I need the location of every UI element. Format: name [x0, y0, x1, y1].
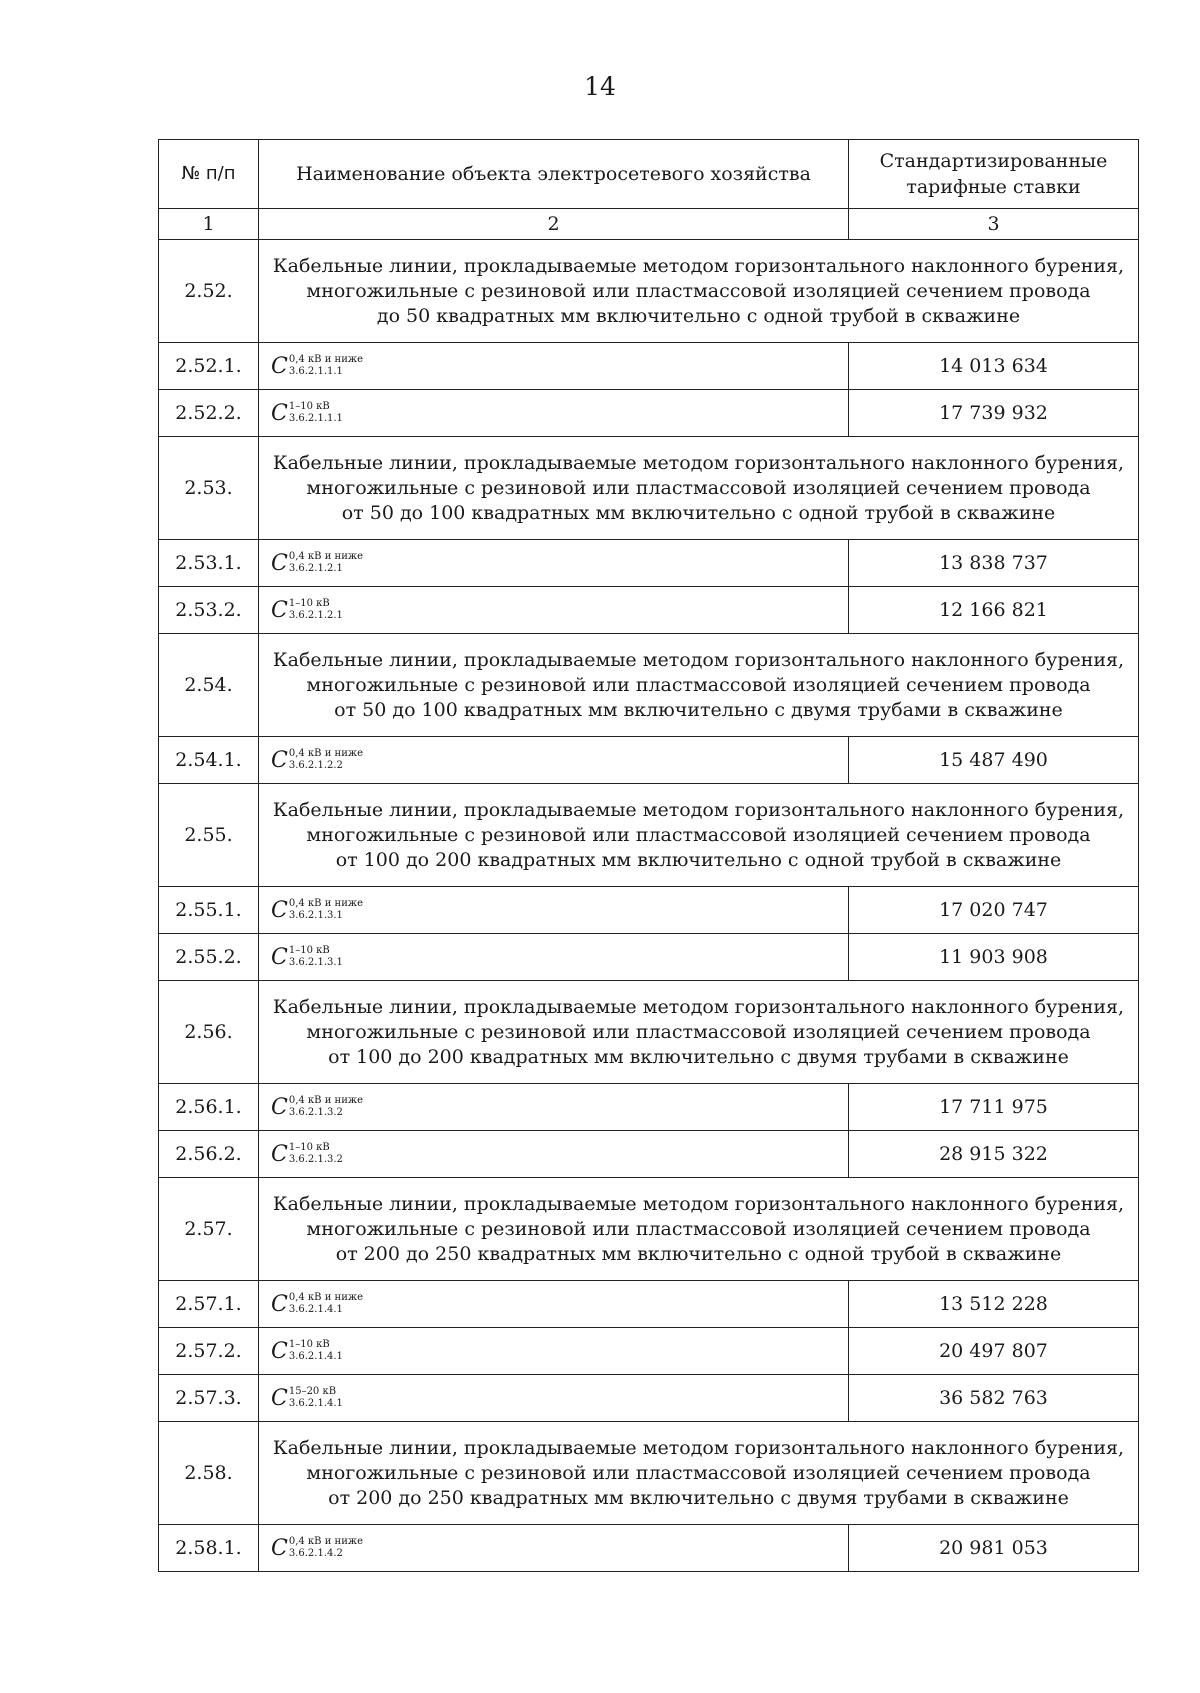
- formula-symbol: C: [271, 550, 288, 576]
- item-number: 2.57.3.: [159, 1375, 259, 1422]
- rate-formula: [259, 748, 363, 773]
- tariff-value: 20 981 053: [849, 1525, 1139, 1572]
- formula-indices: [289, 749, 363, 771]
- formula-symbol: C: [271, 400, 288, 426]
- tariff-value: 13 838 737: [849, 540, 1139, 587]
- tariff-row: [159, 1375, 1139, 1422]
- formula-voltage-class: 1–10 кВ: [288, 1142, 330, 1153]
- formula-symbol: C: [271, 1141, 288, 1167]
- tariff-value: 17 739 932: [849, 390, 1139, 437]
- section-description-line: Кабельные линии, прокладываемые методом горизонтального наклонного бурения,: [272, 254, 1125, 277]
- rate-formula-cell: [259, 540, 849, 587]
- formula-symbol: C: [271, 1338, 288, 1364]
- header-col-rates: Стандартизированные тарифные ставки: [849, 140, 1139, 209]
- section-description-line: Кабельные линии, прокладываемые методом горизонтального наклонного бурения,: [272, 451, 1125, 474]
- formula-code: 3.6.2.1.1.1: [288, 413, 343, 424]
- item-number: 2.55.2.: [159, 934, 259, 981]
- formula-code: 3.6.2.1.2.2: [288, 760, 343, 771]
- tariff-value: 17 711 975: [849, 1084, 1139, 1131]
- formula-code: 3.6.2.1.4.1: [288, 1304, 343, 1315]
- section-row: [159, 981, 1139, 1084]
- rate-formula-cell: [259, 737, 849, 784]
- section-description-line: многожильные с резиновой или пластмассовой изоляцией сечением провода: [306, 1020, 1091, 1043]
- rate-formula: [259, 945, 343, 970]
- tariff-value: 13 512 228: [849, 1281, 1139, 1328]
- tariff-row: [159, 887, 1139, 934]
- tariff-row: [159, 1525, 1139, 1572]
- rate-formula-cell: [259, 1281, 849, 1328]
- item-number: 2.57.2.: [159, 1328, 259, 1375]
- rate-formula-cell: [259, 887, 849, 934]
- section-description-line: от 50 до 100 квадратных мм включительно с двумя трубами в скважине: [334, 698, 1063, 721]
- page-number: 14: [584, 72, 616, 101]
- formula-indices: [289, 402, 343, 424]
- rate-formula-cell: [259, 934, 849, 981]
- formula-symbol: C: [271, 1094, 288, 1120]
- formula-indices: [289, 599, 343, 621]
- section-description-line: многожильные с резиновой или пластмассовой изоляцией сечением провода: [306, 673, 1091, 696]
- tariff-value: 36 582 763: [849, 1375, 1139, 1422]
- rate-formula-cell: [259, 1525, 849, 1572]
- formula-voltage-class: 0,4 кВ и ниже: [288, 1536, 363, 1547]
- rate-formula: [259, 1095, 363, 1120]
- header-row: [159, 140, 1139, 209]
- item-number: 2.55.1.: [159, 887, 259, 934]
- formula-indices: [289, 1293, 363, 1315]
- section-description: [259, 1422, 1139, 1525]
- formula-code: 3.6.2.1.4.1: [288, 1351, 343, 1362]
- header-col-name: Наименование объекта электросетевого хозяйства: [259, 140, 849, 209]
- section-description-line: от 100 до 200 квадратных мм включительно с двумя трубами в скважине: [328, 1045, 1069, 1068]
- section-description-line: многожильные с резиновой или пластмассовой изоляцией сечением провода: [306, 476, 1091, 499]
- formula-voltage-class: 15–20 кВ: [288, 1386, 337, 1397]
- formula-code: 3.6.2.1.1.1: [288, 366, 343, 377]
- formula-code: 3.6.2.1.2.1: [288, 610, 343, 621]
- rate-formula-cell: [259, 1084, 849, 1131]
- rate-formula-cell: [259, 1328, 849, 1375]
- rate-formula-cell: [259, 343, 849, 390]
- formula-symbol: C: [271, 1535, 288, 1561]
- item-number: 2.54.1.: [159, 737, 259, 784]
- rate-formula: [259, 898, 363, 923]
- section-description: [259, 981, 1139, 1084]
- rate-formula: [259, 598, 343, 623]
- rate-formula: [259, 1142, 343, 1167]
- formula-code: 3.6.2.1.4.2: [288, 1548, 343, 1559]
- formula-code: 3.6.2.1.4.1: [288, 1398, 343, 1409]
- header-col-number: № п/п: [159, 140, 259, 209]
- section-row: [159, 1178, 1139, 1281]
- rate-formula: [259, 1292, 363, 1317]
- formula-symbol: C: [271, 597, 288, 623]
- formula-voltage-class: 0,4 кВ и ниже: [288, 1292, 363, 1303]
- section-description: [259, 437, 1139, 540]
- formula-voltage-class: 0,4 кВ и ниже: [288, 354, 363, 365]
- tariff-value: 20 497 807: [849, 1328, 1139, 1375]
- tariff-value: 28 915 322: [849, 1131, 1139, 1178]
- section-description: [259, 240, 1139, 343]
- formula-indices: [289, 1387, 343, 1409]
- formula-symbol: C: [271, 1385, 288, 1411]
- section-number: 2.53.: [159, 437, 259, 540]
- tariff-row: [159, 343, 1139, 390]
- section-row: [159, 634, 1139, 737]
- formula-symbol: C: [271, 353, 288, 379]
- formula-indices: [289, 899, 363, 921]
- tariff-value: 15 487 490: [849, 737, 1139, 784]
- tariff-value: 17 020 747: [849, 887, 1139, 934]
- section-number: 2.58.: [159, 1422, 259, 1525]
- formula-code: 3.6.2.1.3.2: [288, 1107, 343, 1118]
- tariff-value: 11 903 908: [849, 934, 1139, 981]
- section-number: 2.55.: [159, 784, 259, 887]
- rate-formula-cell: [259, 1375, 849, 1422]
- formula-symbol: C: [271, 944, 288, 970]
- formula-indices: [289, 1340, 343, 1362]
- section-row: [159, 437, 1139, 540]
- formula-voltage-class: 0,4 кВ и ниже: [288, 898, 363, 909]
- section-description-line: от 100 до 200 квадратных мм включительно с одной трубой в скважине: [335, 848, 1062, 871]
- formula-indices: [289, 1537, 363, 1559]
- rate-formula: [259, 1386, 343, 1411]
- section-description-line: многожильные с резиновой или пластмассовой изоляцией сечением провода: [306, 1461, 1091, 1484]
- section-description-line: Кабельные линии, прокладываемые методом горизонтального наклонного бурения,: [272, 648, 1125, 671]
- item-number: 2.56.1.: [159, 1084, 259, 1131]
- rate-formula: [259, 1339, 343, 1364]
- section-description-line: многожильные с резиновой или пластмассовой изоляцией сечением провода: [306, 823, 1091, 846]
- tariff-value: 14 013 634: [849, 343, 1139, 390]
- column-index: 2: [259, 209, 849, 240]
- section-description: [259, 634, 1139, 737]
- tariff-value: 12 166 821: [849, 587, 1139, 634]
- rate-formula: [259, 354, 363, 379]
- section-row: [159, 1422, 1139, 1525]
- column-index: 1: [159, 209, 259, 240]
- tariff-row: [159, 540, 1139, 587]
- column-index: 3: [849, 209, 1139, 240]
- section-number: 2.52.: [159, 240, 259, 343]
- formula-voltage-class: 0,4 кВ и ниже: [288, 551, 363, 562]
- formula-indices: [289, 946, 343, 968]
- formula-voltage-class: 0,4 кВ и ниже: [288, 748, 363, 759]
- section-number: 2.56.: [159, 981, 259, 1084]
- item-number: 2.57.1.: [159, 1281, 259, 1328]
- section-description-line: многожильные с резиновой или пластмассовой изоляцией сечением провода: [306, 1217, 1091, 1240]
- section-description-line: Кабельные линии, прокладываемые методом горизонтального наклонного бурения,: [272, 995, 1125, 1018]
- tariff-row: [159, 1131, 1139, 1178]
- formula-indices: [289, 552, 363, 574]
- section-description-line: от 50 до 100 квадратных мм включительно с одной трубой в скважине: [341, 501, 1056, 524]
- formula-indices: [289, 1096, 363, 1118]
- item-number: 2.52.2.: [159, 390, 259, 437]
- rate-formula-cell: [259, 1131, 849, 1178]
- formula-voltage-class: 0,4 кВ и ниже: [288, 1095, 363, 1106]
- formula-symbol: C: [271, 1291, 288, 1317]
- tariff-row: [159, 934, 1139, 981]
- formula-voltage-class: 1–10 кВ: [288, 401, 330, 412]
- formula-symbol: C: [271, 897, 288, 923]
- rate-formula: [259, 1536, 363, 1561]
- rate-formula-cell: [259, 587, 849, 634]
- item-number: 2.56.2.: [159, 1131, 259, 1178]
- tariff-row: [159, 737, 1139, 784]
- section-description: [259, 1178, 1139, 1281]
- formula-indices: [289, 355, 363, 377]
- section-description: [259, 784, 1139, 887]
- tariff-row: [159, 1084, 1139, 1131]
- rate-formula: [259, 401, 343, 426]
- formula-voltage-class: 1–10 кВ: [288, 598, 330, 609]
- tariff-row: [159, 390, 1139, 437]
- rate-formula: [259, 551, 363, 576]
- formula-code: 3.6.2.1.3.2: [288, 1154, 343, 1165]
- column-index-row: [159, 209, 1139, 240]
- formula-code: 3.6.2.1.3.1: [288, 910, 343, 921]
- section-row: [159, 240, 1139, 343]
- item-number: 2.53.1.: [159, 540, 259, 587]
- tariff-row: [159, 1328, 1139, 1375]
- section-number: 2.54.: [159, 634, 259, 737]
- section-description-line: многожильные с резиновой или пластмассовой изоляцией сечением провода: [306, 279, 1091, 302]
- section-row: [159, 784, 1139, 887]
- tariff-row: [159, 1281, 1139, 1328]
- rate-formula-cell: [259, 390, 849, 437]
- item-number: 2.52.1.: [159, 343, 259, 390]
- formula-voltage-class: 1–10 кВ: [288, 1339, 330, 1350]
- tariff-row: [159, 587, 1139, 634]
- section-number: 2.57.: [159, 1178, 259, 1281]
- item-number: 2.53.2.: [159, 587, 259, 634]
- formula-code: 3.6.2.1.2.1: [288, 563, 343, 574]
- formula-symbol: C: [271, 747, 288, 773]
- section-description-line: Кабельные линии, прокладываемые методом горизонтального наклонного бурения,: [272, 1436, 1125, 1459]
- section-description-line: Кабельные линии, прокладываемые методом горизонтального наклонного бурения,: [272, 798, 1125, 821]
- section-description-line: до 50 квадратных мм включительно с одной трубой в скважине: [376, 304, 1021, 327]
- formula-voltage-class: 1–10 кВ: [288, 945, 330, 956]
- formula-code: 3.6.2.1.3.1: [288, 957, 343, 968]
- formula-indices: [289, 1143, 343, 1165]
- section-description-line: Кабельные линии, прокладываемые методом горизонтального наклонного бурения,: [272, 1192, 1125, 1215]
- section-description-line: от 200 до 250 квадратных мм включительно с одной трубой в скважине: [335, 1242, 1062, 1265]
- item-number: 2.58.1.: [159, 1525, 259, 1572]
- tariff-table: [158, 139, 1139, 1572]
- section-description-line: от 200 до 250 квадратных мм включительно с двумя трубами в скважине: [328, 1486, 1069, 1509]
